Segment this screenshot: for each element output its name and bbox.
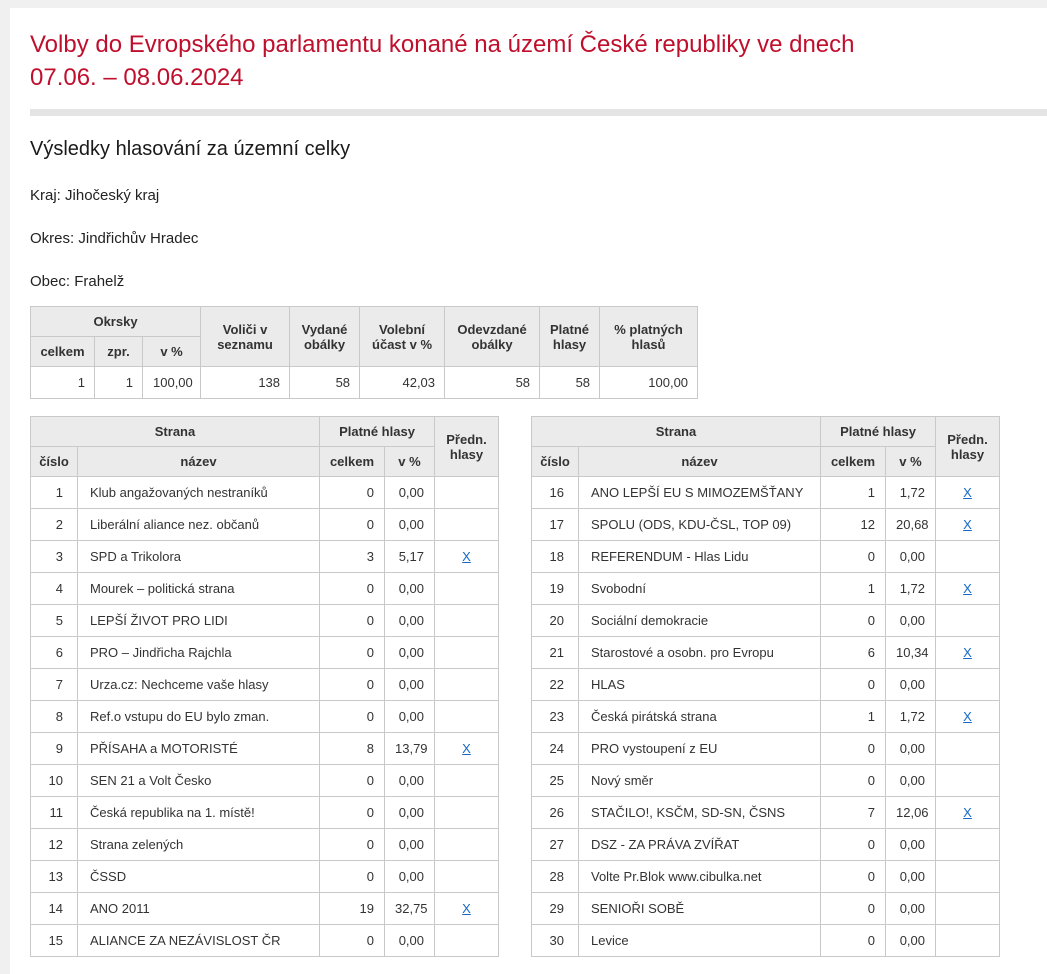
party-number-cell: 25	[532, 765, 579, 797]
votes-pct-cell: 0,00	[385, 637, 435, 669]
party-number-cell: 29	[532, 893, 579, 925]
votes-pct-cell: 0,00	[385, 669, 435, 701]
party-number-cell: 18	[532, 541, 579, 573]
header-okrsky-v-pct: v %	[143, 337, 201, 367]
party-number-cell: 13	[31, 861, 78, 893]
value-volici-v-seznamu: 138	[201, 367, 290, 399]
preferential-votes-cell	[936, 701, 1000, 733]
party-row	[31, 477, 499, 509]
votes-total-cell: 0	[320, 477, 385, 509]
kraj-label: Kraj:	[30, 187, 61, 204]
party-name-cell: ČSSD	[78, 861, 320, 893]
votes-pct-cell: 0,00	[886, 861, 936, 893]
votes-total-cell: 0	[821, 829, 886, 861]
kraj-value: Jihočeský kraj	[65, 187, 160, 204]
votes-pct-cell: 1,72	[886, 701, 936, 733]
preferential-votes-cell	[435, 637, 499, 669]
value-volebni-ucast: 42,03	[360, 367, 445, 399]
party-number-cell: 6	[31, 637, 78, 669]
party-row	[31, 605, 499, 637]
preferential-votes-cell	[435, 509, 499, 541]
header-odevzdane-obalky: Odevzdané obálky	[445, 307, 540, 367]
votes-pct-cell: 0,00	[385, 477, 435, 509]
party-name-cell: PRO vystoupení z EU	[579, 733, 821, 765]
votes-pct-cell: 0,00	[886, 733, 936, 765]
preferential-votes-cell	[435, 893, 499, 925]
header-nazev: název	[579, 447, 821, 477]
party-row	[31, 797, 499, 829]
preferential-votes-cell	[936, 893, 1000, 925]
votes-pct-cell: 0,00	[385, 765, 435, 797]
party-row	[532, 541, 1000, 573]
preferential-votes-cell	[936, 733, 1000, 765]
votes-pct-cell: 0,00	[385, 509, 435, 541]
party-name-cell: Sociální demokracie	[579, 605, 821, 637]
party-number-cell: 30	[532, 925, 579, 957]
party-row	[31, 765, 499, 797]
party-row	[31, 701, 499, 733]
party-number-cell: 7	[31, 669, 78, 701]
header-vydane-obalky: Vydané obálky	[290, 307, 360, 367]
preferential-votes-cell	[936, 605, 1000, 637]
votes-pct-cell: 0,00	[385, 861, 435, 893]
votes-pct-cell: 0,00	[385, 605, 435, 637]
preferential-votes-cell	[936, 925, 1000, 957]
party-number-cell: 1	[31, 477, 78, 509]
preferential-votes-link[interactable]: X	[963, 645, 972, 660]
divider	[30, 109, 1047, 116]
preferential-votes-cell	[435, 573, 499, 605]
votes-total-cell: 12	[821, 509, 886, 541]
preferential-votes-cell	[936, 765, 1000, 797]
header-cislo: číslo	[31, 447, 78, 477]
header-platne-hlasy-group: Platné hlasy	[320, 417, 435, 447]
preferential-votes-cell	[435, 861, 499, 893]
party-name-cell: DSZ - ZA PRÁVA ZVÍŘAT	[579, 829, 821, 861]
votes-total-cell: 0	[320, 605, 385, 637]
preferential-votes-cell	[435, 765, 499, 797]
votes-total-cell: 0	[320, 925, 385, 957]
votes-pct-cell: 20,68	[886, 509, 936, 541]
header-cislo: číslo	[532, 447, 579, 477]
votes-pct-cell: 0,00	[385, 829, 435, 861]
party-number-cell: 27	[532, 829, 579, 861]
value-odevzdane-obalky: 58	[445, 367, 540, 399]
party-name-cell: SPOLU (ODS, KDU-ČSL, TOP 09)	[579, 509, 821, 541]
header-platne-hlasy-group: Platné hlasy	[821, 417, 936, 447]
preferential-votes-cell	[435, 605, 499, 637]
votes-total-cell: 0	[821, 733, 886, 765]
preferential-votes-cell	[435, 541, 499, 573]
votes-total-cell: 0	[821, 765, 886, 797]
votes-pct-cell: 0,00	[385, 797, 435, 829]
party-number-cell: 15	[31, 925, 78, 957]
preferential-votes-cell	[936, 541, 1000, 573]
votes-pct-cell: 0,00	[385, 701, 435, 733]
votes-total-cell: 0	[821, 669, 886, 701]
votes-total-cell: 8	[320, 733, 385, 765]
preferential-votes-cell	[936, 509, 1000, 541]
value-okrsky-v-pct: 100,00	[143, 367, 201, 399]
votes-pct-cell: 0,00	[385, 573, 435, 605]
preferential-votes-link[interactable]: X	[963, 485, 972, 500]
header-okrsky-zpr: zpr.	[95, 337, 143, 367]
votes-pct-cell: 0,00	[886, 605, 936, 637]
preferential-votes-cell	[936, 829, 1000, 861]
party-number-cell: 26	[532, 797, 579, 829]
party-name-cell: ANO 2011	[78, 893, 320, 925]
summary-data-row	[31, 367, 698, 399]
party-name-cell: PŘÍSAHA a MOTORISTÉ	[78, 733, 320, 765]
kraj-line	[30, 187, 1047, 204]
party-number-cell: 2	[31, 509, 78, 541]
preferential-votes-cell	[936, 861, 1000, 893]
votes-total-cell: 3	[320, 541, 385, 573]
obec-value: Frahelž	[74, 273, 125, 290]
party-number-cell: 21	[532, 637, 579, 669]
page-title-line2: 07.06. – 08.06.2024	[30, 64, 244, 91]
votes-pct-cell: 32,75	[385, 893, 435, 925]
party-number-cell: 8	[31, 701, 78, 733]
votes-total-cell: 0	[821, 925, 886, 957]
preferential-votes-cell	[936, 573, 1000, 605]
party-name-cell: Starostové a osobn. pro Evropu	[579, 637, 821, 669]
header-celkem: celkem	[320, 447, 385, 477]
votes-pct-cell: 0,00	[886, 893, 936, 925]
party-number-cell: 3	[31, 541, 78, 573]
preferential-votes-link[interactable]: X	[963, 709, 972, 724]
value-vydane-obalky: 58	[290, 367, 360, 399]
party-row	[532, 573, 1000, 605]
obec-line	[30, 273, 1047, 290]
party-tables	[30, 416, 1047, 957]
value-platne-hlasy: 58	[540, 367, 600, 399]
party-row	[532, 797, 1000, 829]
party-number-cell: 5	[31, 605, 78, 637]
party-table-right	[531, 416, 1000, 957]
party-table-left	[30, 416, 499, 957]
okres-label: Okres:	[30, 230, 75, 247]
party-number-cell: 10	[31, 765, 78, 797]
preferential-votes-link[interactable]: X	[963, 517, 972, 532]
page-title-line1: Volby do Evropského parlamentu konané na území České republiky ve dnech	[30, 31, 855, 58]
header-predn-hlasy: Předn. hlasy	[435, 417, 499, 477]
votes-total-cell: 6	[821, 637, 886, 669]
party-name-cell: Česká pirátská strana	[579, 701, 821, 733]
votes-total-cell: 0	[821, 893, 886, 925]
votes-pct-cell: 12,06	[886, 797, 936, 829]
preferential-votes-link[interactable]: X	[462, 901, 471, 916]
party-number-cell: 14	[31, 893, 78, 925]
votes-pct-cell: 1,72	[886, 477, 936, 509]
party-number-cell: 19	[532, 573, 579, 605]
header-okrsky-celkem: celkem	[31, 337, 95, 367]
header-nazev: název	[78, 447, 320, 477]
votes-total-cell: 0	[821, 605, 886, 637]
votes-total-cell: 1	[821, 573, 886, 605]
party-name-cell: SPD a Trikolora	[78, 541, 320, 573]
party-name-cell: LEPŠÍ ŽIVOT PRO LIDI	[78, 605, 320, 637]
party-row	[532, 477, 1000, 509]
votes-total-cell: 0	[320, 637, 385, 669]
party-name-cell: Klub angažovaných nestraníků	[78, 477, 320, 509]
votes-pct-cell: 0,00	[886, 829, 936, 861]
party-row	[532, 605, 1000, 637]
votes-total-cell: 1	[821, 477, 886, 509]
party-row	[532, 925, 1000, 957]
votes-pct-cell: 13,79	[385, 733, 435, 765]
party-number-cell: 12	[31, 829, 78, 861]
party-row	[31, 893, 499, 925]
preferential-votes-cell	[435, 669, 499, 701]
votes-pct-cell: 10,34	[886, 637, 936, 669]
party-number-cell: 16	[532, 477, 579, 509]
party-name-cell: Nový směr	[579, 765, 821, 797]
party-row	[31, 637, 499, 669]
preferential-votes-link[interactable]: X	[462, 549, 471, 564]
votes-total-cell: 0	[320, 829, 385, 861]
votes-pct-cell: 0,00	[886, 541, 936, 573]
turnout-summary-table	[30, 306, 698, 399]
party-name-cell: ALIANCE ZA NEZÁVISLOST ČR	[78, 925, 320, 957]
value-okrsky-celkem: 1	[31, 367, 95, 399]
party-number-cell: 24	[532, 733, 579, 765]
votes-pct-cell: 0,00	[886, 669, 936, 701]
party-name-cell: Mourek – politická strana	[78, 573, 320, 605]
votes-total-cell: 0	[320, 669, 385, 701]
header-okrsky: Okrsky	[31, 307, 201, 337]
party-name-cell: PRO – Jindřicha Rajchla	[78, 637, 320, 669]
party-name-cell: SEN 21 a Volt Česko	[78, 765, 320, 797]
preferential-votes-cell	[936, 477, 1000, 509]
party-row	[31, 861, 499, 893]
party-name-cell: Liberální aliance nez. občanů	[78, 509, 320, 541]
party-number-cell: 11	[31, 797, 78, 829]
preferential-votes-cell	[936, 797, 1000, 829]
party-row	[532, 861, 1000, 893]
votes-total-cell: 0	[320, 861, 385, 893]
votes-total-cell: 0	[320, 797, 385, 829]
header-v-pct: v %	[886, 447, 936, 477]
party-row	[31, 509, 499, 541]
votes-total-cell: 0	[821, 861, 886, 893]
preferential-votes-cell	[936, 637, 1000, 669]
votes-total-cell: 0	[821, 541, 886, 573]
party-row	[532, 893, 1000, 925]
votes-total-cell: 0	[320, 701, 385, 733]
party-number-cell: 20	[532, 605, 579, 637]
preferential-votes-cell	[435, 733, 499, 765]
votes-pct-cell: 0,00	[385, 925, 435, 957]
party-name-cell: HLAS	[579, 669, 821, 701]
section-title: Výsledky hlasování za územní celky	[30, 138, 351, 160]
party-number-cell: 9	[31, 733, 78, 765]
votes-total-cell: 0	[320, 509, 385, 541]
party-row	[31, 669, 499, 701]
preferential-votes-cell	[435, 477, 499, 509]
preferential-votes-cell	[435, 701, 499, 733]
party-number-cell: 22	[532, 669, 579, 701]
votes-total-cell: 19	[320, 893, 385, 925]
party-name-cell: Ref.o vstupu do EU bylo zman.	[78, 701, 320, 733]
votes-pct-cell: 5,17	[385, 541, 435, 573]
header-celkem: celkem	[821, 447, 886, 477]
party-name-cell: SENIOŘI SOBĚ	[579, 893, 821, 925]
party-number-cell: 4	[31, 573, 78, 605]
header-platne-hlasy: Platné hlasy	[540, 307, 600, 367]
party-name-cell: Volte Pr.Blok www.cibulka.net	[579, 861, 821, 893]
party-row	[532, 701, 1000, 733]
party-row	[532, 733, 1000, 765]
preferential-votes-cell	[936, 669, 1000, 701]
preferential-votes-link[interactable]: X	[462, 741, 471, 756]
party-row	[31, 829, 499, 861]
party-name-cell: ANO LEPŠÍ EU S MIMOZEMŠŤANY	[579, 477, 821, 509]
header-volici-v-seznamu: Voliči v seznamu	[201, 307, 290, 367]
header-pct-platnych-hlasu: % platných hlasů	[600, 307, 698, 367]
header-v-pct: v %	[385, 447, 435, 477]
header-strana: Strana	[31, 417, 320, 447]
party-row	[532, 765, 1000, 797]
party-number-cell: 28	[532, 861, 579, 893]
party-row	[532, 829, 1000, 861]
votes-pct-cell: 1,72	[886, 573, 936, 605]
party-number-cell: 17	[532, 509, 579, 541]
obec-label: Obec:	[30, 273, 71, 290]
preferential-votes-cell	[435, 829, 499, 861]
party-row	[31, 573, 499, 605]
votes-total-cell: 1	[821, 701, 886, 733]
party-name-cell: Strana zelených	[78, 829, 320, 861]
votes-pct-cell: 0,00	[886, 765, 936, 797]
value-okrsky-zpr: 1	[95, 367, 143, 399]
preferential-votes-link[interactable]: X	[963, 805, 972, 820]
party-row	[532, 509, 1000, 541]
party-row	[532, 637, 1000, 669]
party-row	[532, 669, 1000, 701]
content-panel	[10, 8, 1047, 974]
preferential-votes-cell	[435, 925, 499, 957]
party-name-cell: Urza.cz: Nechceme vaše hlasy	[78, 669, 320, 701]
party-row	[31, 541, 499, 573]
party-name-cell: Česká republika na 1. místě!	[78, 797, 320, 829]
preferential-votes-link[interactable]: X	[963, 581, 972, 596]
okres-line	[30, 230, 1047, 247]
party-name-cell: Svobodní	[579, 573, 821, 605]
preferential-votes-cell	[435, 797, 499, 829]
okres-value: Jindřichův Hradec	[78, 230, 199, 247]
votes-total-cell: 0	[320, 573, 385, 605]
header-strana: Strana	[532, 417, 821, 447]
party-number-cell: 23	[532, 701, 579, 733]
party-name-cell: REFERENDUM - Hlas Lidu	[579, 541, 821, 573]
value-pct-platnych-hlasu: 100,00	[600, 367, 698, 399]
votes-total-cell: 7	[821, 797, 886, 829]
party-name-cell: Levice	[579, 925, 821, 957]
votes-pct-cell: 0,00	[886, 925, 936, 957]
party-row	[31, 925, 499, 957]
header-volebni-ucast: Volební účast v %	[360, 307, 445, 367]
party-row	[31, 733, 499, 765]
page-title	[30, 28, 1047, 94]
header-predn-hlasy: Předn. hlasy	[936, 417, 1000, 477]
votes-total-cell: 0	[320, 765, 385, 797]
party-name-cell: STAČILO!, KSČM, SD-SN, ČSNS	[579, 797, 821, 829]
